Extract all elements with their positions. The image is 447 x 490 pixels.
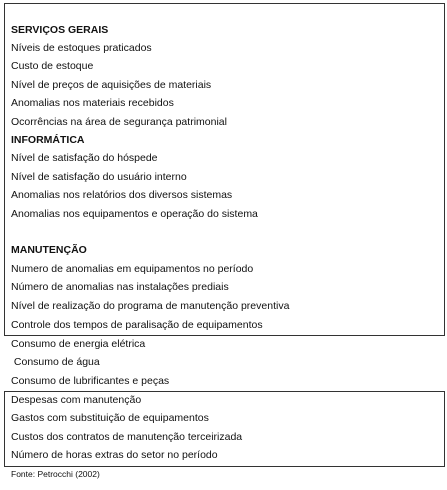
list-item: Anomalias nos relatórios dos diversos sistemas xyxy=(11,189,233,201)
list-item: Nível de satisfação do usuário interno xyxy=(11,171,187,183)
list-item: Consumo de lubrificantes e peças xyxy=(11,375,170,387)
list-item: Nível de preços de aquisições de materiais xyxy=(11,79,212,91)
list-item: Anomalias nos equipamentos e operação do sistema xyxy=(11,208,258,220)
list-item: Custo de estoque xyxy=(11,60,94,72)
list-item: Gastos com substituição de equipamentos xyxy=(11,412,209,424)
list-item: Número de horas extras do setor no período xyxy=(11,449,218,461)
list-item: Consumo de água xyxy=(11,356,100,368)
list-item: Despesas com manutenção xyxy=(11,394,142,406)
list-item: Número de anomalias nas instalações prediais xyxy=(11,281,229,293)
source-caption: Fonte: Petrocchi (2002) xyxy=(11,469,100,479)
list-item: Numero de anomalias em equipamentos no período xyxy=(11,263,254,275)
list-item: Controle dos tempos de paralisação de equipamentos xyxy=(11,319,263,331)
section-heading-informatica: INFORMÁTICA xyxy=(11,134,85,146)
list-item: Consumo de energia elétrica xyxy=(11,338,146,350)
list-item: Custos dos contratos de manutenção terceirizada xyxy=(11,431,243,443)
list-item: Nível de realização do programa de manutenção preventiva xyxy=(11,300,290,312)
list-item: Anomalias nos materiais recebidos xyxy=(11,97,174,109)
list-item: Ocorrências na área de segurança patrimonial xyxy=(11,116,227,128)
list-item: Nível de satisfação do hóspede xyxy=(11,152,158,164)
section-heading-manutencao: MANUTENÇÃO xyxy=(11,244,87,256)
section-heading-servicos-gerais: SERVIÇOS GERAIS xyxy=(11,24,109,36)
list-item: Níveis de estoques praticados xyxy=(11,42,152,54)
